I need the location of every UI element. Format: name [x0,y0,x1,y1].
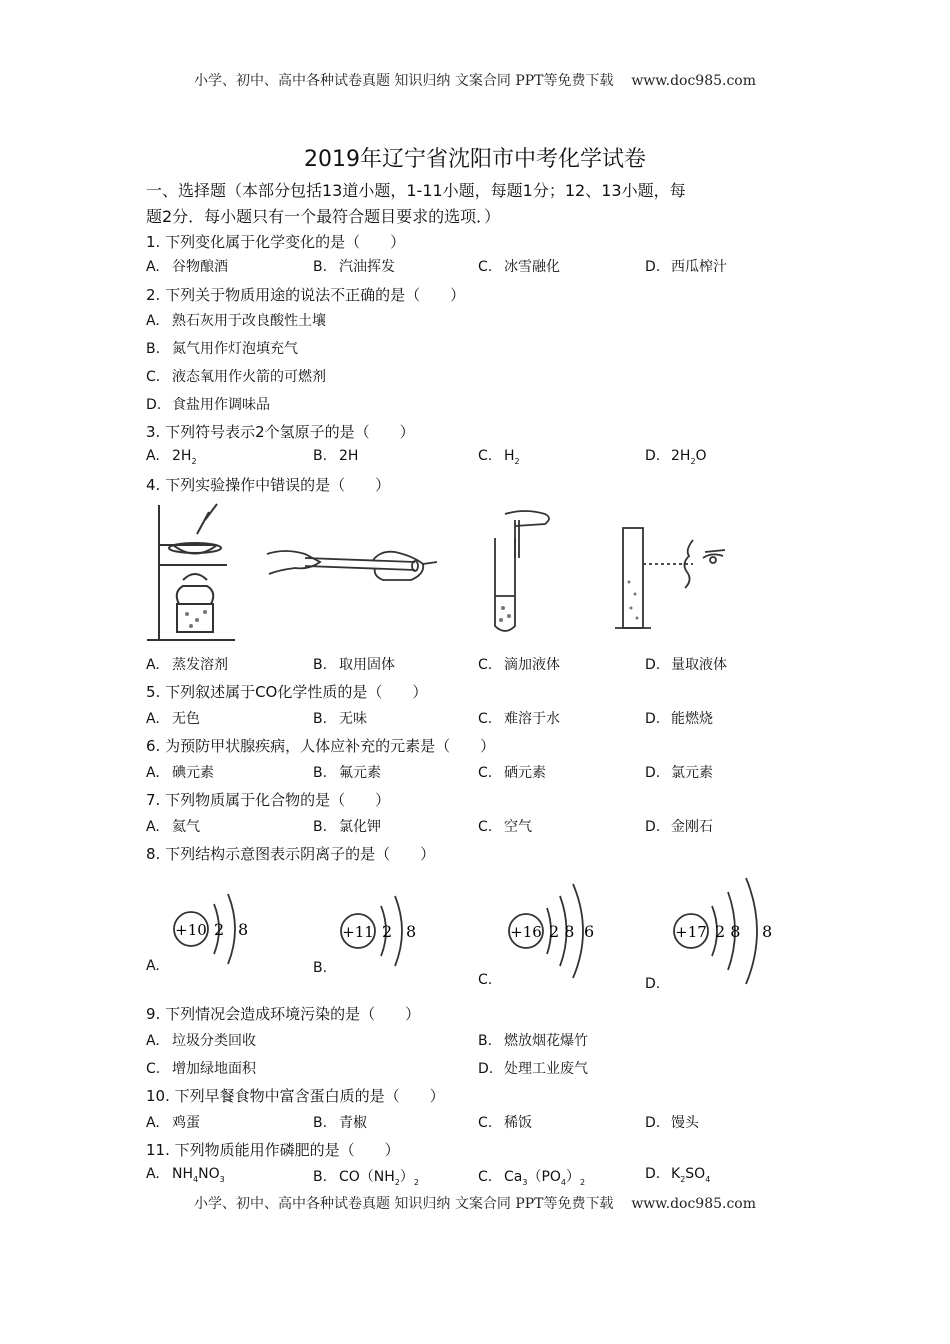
q11-option-b: B. $CO(NH_2)_2$ [313,1169,419,1187]
header-url[interactable]: www.doc985.com [631,73,757,89]
q8-label-d: D. [645,976,661,992]
question-9: 9. 下列情况会造成环境污染的是（ ） [146,1005,421,1023]
q5-option-c: C. 难溶于水 [478,711,560,727]
q9-option-c: C. 增加绿地面积 [146,1061,256,1077]
nucleus-charge-d: +17 [675,923,707,941]
nucleus-charge-a: +10 [175,921,207,939]
q5-option-d: D. 能燃烧 [645,711,713,727]
shell-electrons-c-inner: 2 8 [549,922,575,941]
q10-option-b: B. 青椒 [313,1115,367,1131]
question-8: 8. 下列结构示意图表示阴离子的是（ ） [146,845,436,863]
q7-option-d: D. 金刚石 [645,819,713,835]
q9-option-a: A. 垃圾分类回收 [146,1033,256,1049]
q9-option-b: B. 燃放烟花爆竹 [478,1033,588,1049]
q4-option-c: C. 滴加液体 [478,657,560,673]
q7-option-c: C. 空气 [478,819,532,835]
q10-option-c: C. 稀饭 [478,1115,532,1131]
question-3: 3. 下列符号表示2个氢原子的是（ ） [146,423,415,441]
evaporation-apparatus-figure [145,500,245,645]
q3-option-a: A. $2H_2$ [146,448,197,466]
question-7: 7. 下列物质属于化合物的是（ ） [146,791,391,809]
q1-option-b: B. 汽油挥发 [313,259,395,275]
question-1: 1. 下列变化属于化学变化的是（ ） [146,233,406,251]
footer-text: 小学、初中、高中各种试卷真题 知识归纳 文案合同 PPT等免费下载 [193,1196,614,1212]
q8-label-b: B. [313,960,328,976]
shell-electrons-c-outer: 6 [584,922,595,941]
q5-option-b: B. 无味 [313,711,367,727]
dropping-liquid-figure [485,508,565,638]
atom-diagram-d [670,868,785,993]
q4-option-b: B. 取用固体 [313,657,395,673]
q2-option-b: B. 氮气用作灯泡填充气 [146,341,298,357]
q4-option-a: A. 蒸发溶剂 [146,657,228,673]
header-text: 小学、初中、高中各种试卷真题 知识归纳 文案合同 PPT等免费下载 [193,73,614,89]
q7-option-b: B. 氯化钾 [313,819,381,835]
q6-option-d: D. 氯元素 [645,765,713,781]
question-2: 2. 下列关于物质用途的说法不正确的是（ ） [146,286,466,304]
q7-option-a: A. 氦气 [146,819,200,835]
q4-option-d: D. 量取液体 [645,657,727,673]
q3-option-c: C. $H_2$ [478,448,520,466]
q3-option-b: B. 2H [313,448,359,464]
question-10: 10. 下列早餐食物中富含蛋白质的是（ ） [146,1087,445,1105]
q5-option-a: A. 无色 [146,711,200,727]
question-5: 5. 下列叙述属于CO化学性质的是（ ） [146,683,428,701]
question-11: 11. 下列物质能用作磷肥的是（ ） [146,1141,400,1159]
q1-option-d: D. 西瓜榨汁 [645,259,727,275]
q8-label-a: A. [146,958,160,974]
page-footer [0,1193,950,1213]
nucleus-charge-c: +16 [510,923,542,941]
question-4: 4. 下列实验操作中错误的是（ ） [146,476,391,494]
q10-option-a: A. 鸡蛋 [146,1115,200,1131]
footer-url[interactable]: www.doc985.com [631,1196,757,1212]
q2-option-a: A. 熟石灰用于改良酸性土壤 [146,313,326,329]
q6-option-a: A. 碘元素 [146,765,214,781]
solid-taking-figure [265,540,440,590]
q11-option-d: D. $K_2SO_4$ [645,1166,711,1184]
shell-electrons-a-outer: 8 [238,920,249,939]
shell-electrons-a-inner: 2 [214,920,225,939]
section-heading-line2: 题2分．每小题只有一个最符合题目要求的选项．） [146,207,501,226]
measuring-liquid-figure [615,522,755,637]
q1-option-c: C. 冰雪融化 [478,259,560,275]
q10-option-d: D. 馒头 [645,1115,699,1131]
atom-diagram-b [337,880,427,980]
q6-option-c: C. 硒元素 [478,765,546,781]
shell-electrons-d-inner: 2 8 [715,922,741,941]
shell-electrons-b-outer: 8 [406,922,417,941]
page-header [0,70,950,90]
q2-option-c: C. 液态氧用作火箭的可燃剂 [146,369,326,385]
q1-option-a: A. 谷物酿酒 [146,259,228,275]
q11-option-c: C. $Ca_3(PO_4)_2$ [478,1169,586,1187]
q11-option-a: A. $NH_4NO_3$ [146,1166,225,1184]
q8-label-c: C. [478,972,493,988]
q3-option-d: D. $2H_2O$ [645,448,707,466]
shell-electrons-d-outer: 8 [762,922,773,941]
atom-diagram-a [170,880,260,980]
shell-electrons-b-inner: 2 [382,922,393,941]
question-6: 6. 为预防甲状腺疾病，人体应补充的元素是（ ） [146,737,496,755]
section-heading-line1: 一、选择题（本部分包括13道小题，1-11小题，每题1分；12、13小题，每 [146,181,686,200]
q9-option-d: D. 处理工业废气 [478,1061,588,1077]
page-title: 2019年辽宁省沈阳市中考化学试卷 [304,147,646,172]
q2-option-d: D. 食盐用作调味品 [146,397,270,413]
atom-diagram-c [505,870,615,990]
nucleus-charge-b: +11 [342,923,374,941]
q6-option-b: B. 氟元素 [313,765,381,781]
